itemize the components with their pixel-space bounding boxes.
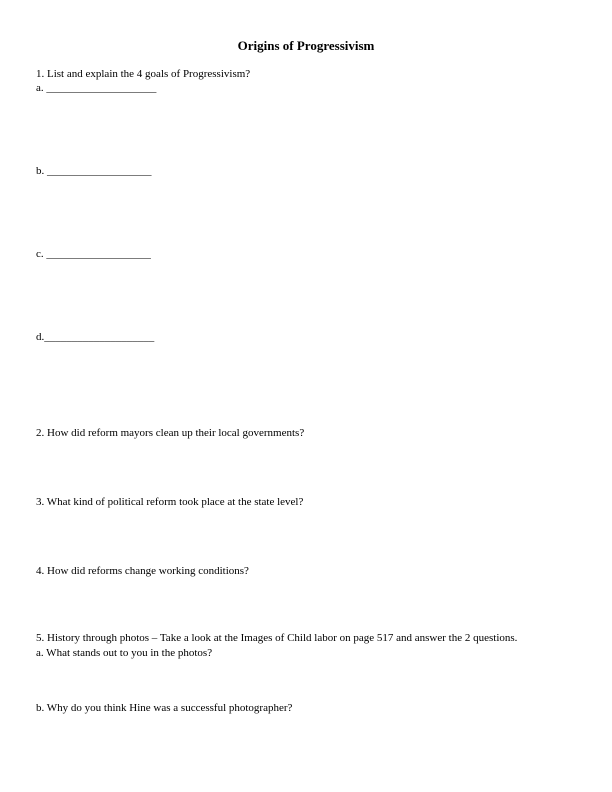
question-1-blank-d: d.____________________ xyxy=(36,331,155,343)
page-title: Origins of Progressivism xyxy=(237,38,375,53)
question-5-part-a: a. What stands out to you in the photos? xyxy=(36,647,213,659)
question-1-blank-c: c. ___________________ xyxy=(36,248,151,260)
question-2: 2. How did reform mayors clean up their local governments? xyxy=(36,427,305,439)
question-5-part-b: b. Why do you think Hine was a successful photographer? xyxy=(36,702,293,714)
question-1-blank-a: a. ____________________ xyxy=(36,82,157,94)
question-4: 4. How did reforms change working conditions? xyxy=(36,565,249,577)
question-3: 3. What kind of political reform took place at the state level? xyxy=(36,496,304,508)
question-5-prompt: 5. History through photos – Take a look at the Images of Child labor on page 517 and answer the 2 questions. xyxy=(36,632,518,644)
question-1-prompt: 1. List and explain the 4 goals of Progressivism? xyxy=(36,68,251,80)
question-1-blank-b: b. ___________________ xyxy=(36,165,152,177)
